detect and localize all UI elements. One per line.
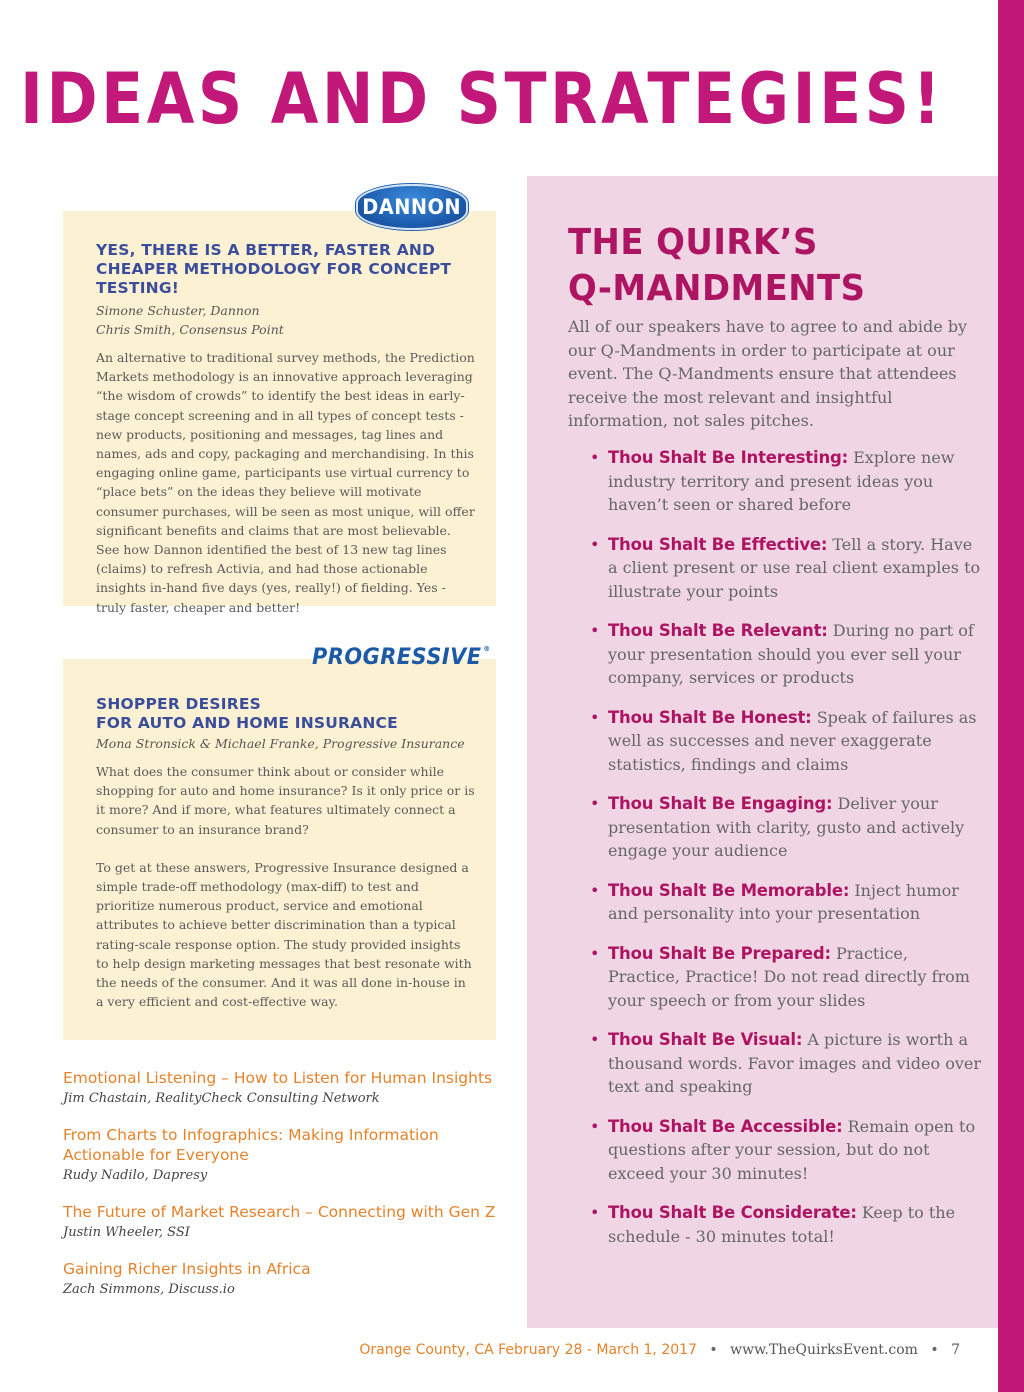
- commandment-label: Thou Shalt Be Prepared:: [608, 943, 831, 963]
- footer-url[interactable]: www.TheQuirksEvent.com: [730, 1342, 918, 1358]
- commandment-label: Thou Shalt Be Accessible:: [608, 1116, 843, 1136]
- progressive-logo: [312, 645, 491, 675]
- commandment-item: [580, 1028, 985, 1099]
- commandment-list: [580, 446, 985, 1248]
- bullet-icon: •: [590, 880, 600, 900]
- session-speaker: Chris Smith, Consensus Point: [96, 322, 284, 337]
- panel-title-line: Q-MANDMENTS: [568, 268, 866, 309]
- session-speaker: Jim Chastain, RealityCheck Consulting Network: [63, 1091, 380, 1106]
- panel-title: [568, 220, 988, 312]
- bullet-icon: •: [590, 794, 600, 813]
- bullet-icon: •: [590, 1203, 600, 1222]
- bullet-icon: •: [590, 943, 600, 963]
- list-item: [63, 1202, 508, 1242]
- bullet-icon: •: [590, 707, 600, 727]
- dannon-logo: [356, 184, 468, 230]
- session-list: [63, 1068, 508, 1316]
- commandment-label: Thou Shalt Be Relevant:: [608, 621, 828, 640]
- commandment-label: Thou Shalt Be Effective:: [608, 534, 828, 554]
- commandment-item: [580, 706, 985, 777]
- footer-separator: •: [930, 1342, 939, 1358]
- session-card-progressive: [63, 659, 496, 1040]
- commandment-label: Thou Shalt Be Considerate:: [608, 1203, 857, 1222]
- session-link[interactable]: Emotional Listening – How to Listen for Human Insights: [63, 1069, 493, 1087]
- registered-mark: ®: [483, 645, 491, 653]
- commandment-item: [580, 792, 985, 863]
- dannon-logo-text: DANNON: [362, 195, 462, 219]
- session-title-line: SHOPPER DESIRES: [96, 695, 262, 713]
- session-link[interactable]: From Charts to Infographics: Making Information Actionable for Everyone: [63, 1126, 439, 1164]
- footer-event: Orange County, CA February 28 - March 1, 2017: [359, 1342, 697, 1358]
- qmandments-panel: [527, 176, 998, 1328]
- session-link[interactable]: Gaining Richer Insights in Africa: [63, 1260, 311, 1278]
- bullet-icon: •: [590, 534, 600, 554]
- commandment-text: Keep to the schedule - 30 minutes total!: [608, 1203, 956, 1246]
- commandment-text: Speak of failures as well as successes and never exaggerate statistics, findings and claims: [608, 707, 977, 774]
- session-speaker: Zach Simmons, Discuss.io: [63, 1282, 235, 1297]
- commandment-item: [580, 942, 985, 1013]
- commandment-text: A picture is worth a thousand words. Favor images and video over text and speaking: [608, 1030, 981, 1096]
- commandment-label: Thou Shalt Be Honest:: [608, 707, 812, 727]
- session-speaker: Simone Schuster, Dannon: [96, 303, 260, 318]
- session-title-line: FOR AUTO AND HOME INSURANCE: [96, 714, 398, 732]
- bullet-icon: •: [590, 621, 600, 640]
- commandment-text: Deliver your presentation with clarity, gusto and actively engage your audience: [608, 794, 965, 860]
- commandment-text: Practice, Practice, Practice! Do not read directly from your speech or from your slides: [608, 943, 970, 1010]
- page-title: IDEAS AND STRATEGIES!: [20, 58, 945, 140]
- session-speaker: Rudy Nadilo, Dapresy: [63, 1168, 208, 1183]
- list-item: [63, 1259, 508, 1299]
- commandment-label: Thou Shalt Be Visual:: [608, 1030, 803, 1049]
- commandment-text: Explore new industry territory and present ideas you haven’t seen or shared before: [608, 448, 955, 514]
- bullet-icon: •: [590, 1030, 600, 1049]
- session-title: YES, THERE IS A BETTER, FASTER AND CHEAPER METHODOLOGY FOR CONCEPT TESTING!: [96, 241, 452, 297]
- commandment-text: Inject humor and personality into your presentation: [608, 880, 959, 923]
- footer-separator: •: [709, 1342, 718, 1358]
- commandment-label: Thou Shalt Be Memorable:: [608, 880, 850, 900]
- commandment-text: Remain open to questions after your session, but do not exceed your 30 minutes!: [608, 1116, 976, 1183]
- commandment-item: [580, 533, 985, 604]
- page-number: 7: [951, 1342, 960, 1358]
- commandment-text: Tell a story. Have a client present or use real client examples to illustrate your points: [608, 534, 981, 601]
- commandment-item: [580, 619, 985, 690]
- page-edge-bar: [998, 0, 1024, 1392]
- page-footer: [359, 1342, 960, 1358]
- session-abstract: To get at these answers, Progressive Insurance designed a simple trade-off methodology (max-diff) to test and prioritize numerous product, service and emotional attributes to achieve better discrimination than a typical rating-scale response option. The study provided insights to help design marketing messages that best resonate with the needs of the consumer. And it was all done in-house in a very efficient and cost-effective way.: [96, 859, 472, 1010]
- commandment-item: [580, 1115, 985, 1186]
- commandment-item: [580, 1201, 985, 1248]
- session-abstract: What does the consumer think about or consider while shopping for auto and home insurance? Is it only price or is it more? And if more, what features ultimately connect a consumer to an insurance brand?: [96, 764, 475, 837]
- list-item: [63, 1068, 508, 1108]
- session-card-dannon: [63, 211, 496, 615]
- panel-intro: All of our speakers have to agree to and abide by our Q-Mandments in order to participate at our event. The Q-Mandments ensure that attendees receive the most relevant and insightful information, not sales pitches.: [568, 317, 968, 430]
- commandment-item: [580, 879, 985, 926]
- commandment-item: [580, 446, 985, 517]
- list-item: [63, 1125, 508, 1185]
- session-speaker: Justin Wheeler, SSI: [63, 1225, 190, 1240]
- bullet-icon: •: [590, 448, 600, 467]
- commandment-label: Thou Shalt Be Engaging:: [608, 794, 833, 813]
- progressive-logo-text: PROGRESSIVE: [312, 645, 482, 670]
- session-title: [96, 695, 476, 733]
- commandment-text: During no part of your presentation should you ever sell your company, services or products: [608, 621, 974, 687]
- bullet-icon: •: [590, 1116, 600, 1136]
- session-link[interactable]: The Future of Market Research – Connecting with Gen Z: [63, 1203, 496, 1221]
- panel-title-line: THE QUIRK’S: [568, 222, 818, 263]
- session-speaker: Mona Stronsick & Michael Franke, Progressive Insurance: [96, 736, 465, 751]
- commandment-label: Thou Shalt Be Interesting:: [608, 448, 849, 467]
- session-abstract: An alternative to traditional survey methods, the Prediction Markets methodology is an innovative approach leveraging “the wisdom of crowds” to identify the best ideas in early-stage concept screening and in all types of concept tests - new products, positioning and messages, tag lines and names, ads and copy, packaging and merchandising. In this engaging online game, participants use virtual currency to “place bets” on the ideas they believe will motivate consumer purchases, will be seen as most unique, will offer significant benefits and claims that are most believable. See how Dannon identified the best of 13 new tag lines (claims) to refresh Activia, and had those actionable insights in-hand five days (yes, really!) of fielding. Yes - truly faster, cheaper and better!: [96, 350, 475, 615]
